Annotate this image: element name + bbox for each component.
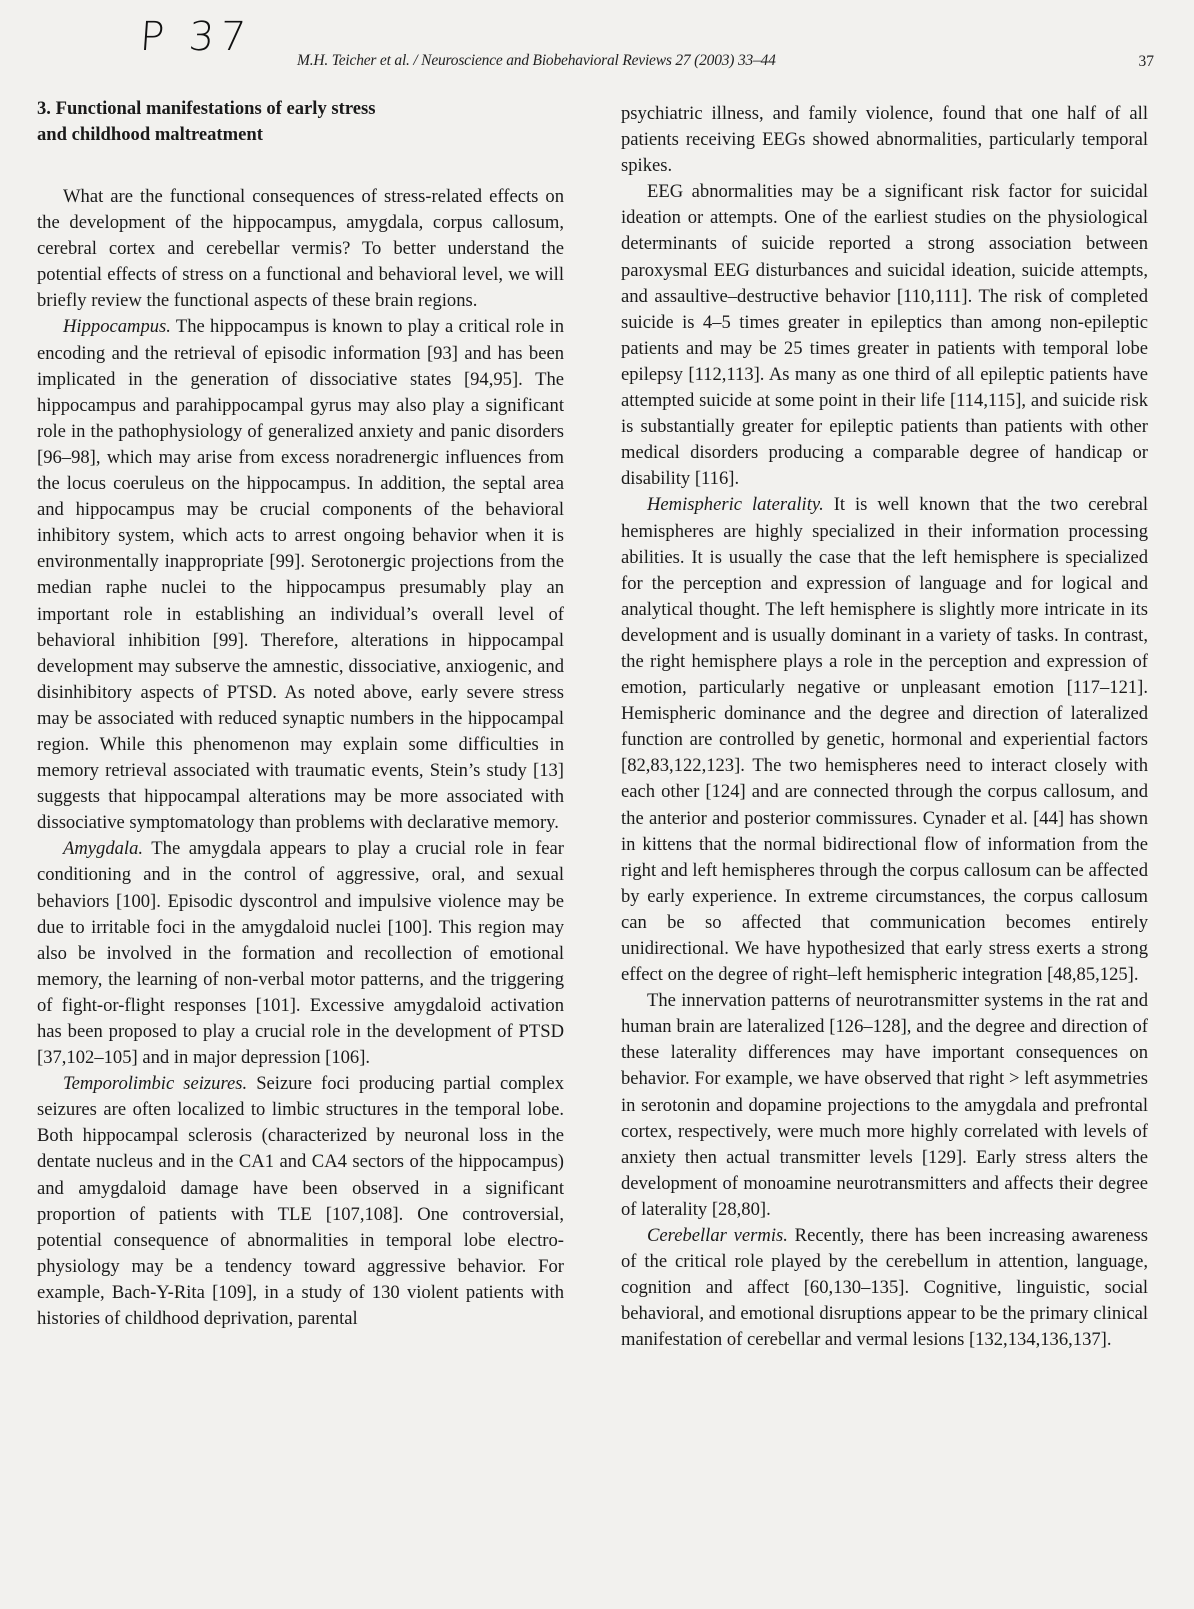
page-number: 37: [1138, 53, 1154, 70]
paragraph-text: It is well known that the two cerebral hemispheres are highly specialized in their information processing abilities. It is usually the case that the left hemisphere is specialized for the perception and expression of language and for logical and analytical thought. The left hemisphere is slightly more intricate in its development and is usually dominant in a variety of tasks. In contrast, the right hemisphere plays a role in the perception and expression of emotion, particularly negative or unpleasant emotion [117–121]. Hemispheric dominance and the degree and direction of lateralized function are controlled by genetic, hormonal and experiential factors [82,83,122,123]. The two hemispheres need to interact closely with each other [124] and are connected through the corpus callosum, and the anterior and posterior commissures. Cynader et al. [44] has shown in kittens that the normal bidirectional flow of information from the right and left hemispheres through the corpus callosum can be affected by early experience. In extreme circumstances, the corpus callosum can be so affected that communication becomes entirely unidirectional. We have hypothesized that early stress exerts a strong effect on the degree of right–left hemispheric integration [48,85,125].: [621, 494, 1149, 986]
section-heading: [37, 96, 564, 148]
paragraph-text: The hippocampus is known to play a critical role in encoding and the retrieval of episodic information [93] and has been implicated in the generation of dissociative states [94,95]. The hippocampus and parahippocampal gyrus may also play a significant role in the pathophysiology of generalized anxiety and panic disorders [96–98], which may arise from excess noradrenergic influences from the locus coeruleus on the hippocampus. In addition, the septal area and hippocampus may be crucial components of the behavioral inhibitory system, which acts to arrest ongoing behavior when it is environmentally inappropriate [99]. Serotonergic projections from the median raphe nuclei to the hippocampus presumably play an important role in establishing an individual’s overall level of behavioral inhibition [99]. Therefore, alterations in hippocampal development may subserve the amnestic, dissociative, anxiogenic, and disinhibitory aspects of PTSD. As noted above, early severe stress may be associated with reduced synaptic numbers in the hippocampal region. While this phenomenon may explain some difficulties in memory retrieval associated with traumatic events, Stein’s study [13] suggests that hippocampal alterations may be more associated with dissociative symptomatology than problems with declarative memory.: [37, 316, 564, 834]
paragraph-amygdala: [37, 836, 564, 1071]
right-column: [621, 101, 1148, 1354]
paragraph-hippocampus: [37, 314, 564, 836]
running-head: M.H. Teicher et al. / Neuroscience and Biobehavioral Reviews 27 (2003) 33–44: [297, 52, 776, 69]
paragraph-text: The amygdala appears to play a crucial role in fear conditioning and in the control of aggressive, oral, and sexual behaviors [100]. Episodic dyscontrol and impulsive violence may be due to irritable foci in the amygdaloid nuclei [100]. This region may also be involved in the formation and recollection of emotional memory, the learning of non-verbal motor patterns, and the triggering of fight-or-flight responses [101]. Excessive amygdaloid activation has been proposed to play a crucial role in the development of PTSD [37,102–105] and in major depression [106].: [37, 838, 564, 1069]
paragraph-eeg-abnormalities: [621, 179, 1148, 492]
handwritten-page-note: P 37: [138, 14, 254, 60]
paragraph-hemispheric-laterality: [621, 492, 1148, 988]
paragraph-innervation-patterns: [621, 988, 1148, 1223]
section-heading-line2: and childhood maltreatment: [37, 124, 263, 145]
run-in-heading: Hemispheric laterality.: [647, 494, 824, 516]
paragraph-text: What are the functional consequences of stress-related effects on the development of the hippocampus, amygdala, corpus callosum, cerebral cortex and cerebellar vermis? To better understand the potential effects of stress on a functional and behavioral level, we will briefly review the functional aspects of these brain regions.: [37, 186, 564, 312]
paragraph-continued: [621, 101, 1148, 179]
paragraph-text: Seizure foci producing partial complex seizures are often localized to limbic structures in the temporal lobe. Both hippocampal sclerosis (characterized by neuronal loss in the dentate nucleus and in the CA1 and CA4 sectors of the hippocampus) and amygdaloid damage have been observed in a significant proportion of patients with TLE [107,108]. One controversial, potential consequence of abnormalities in temporal lobe electrophysiology may be a tendency toward aggressive behavior. For example, Bach-Y-Rita [109], in a study of 130 violent patients with histories of childhood deprivation, parental: [37, 1073, 564, 1330]
paragraph-text: psychiatric illness, and family violence, found that one half of all patients receiving EEGs showed abnormalities, particularly temporal spikes.: [621, 103, 1148, 177]
run-in-heading: Hippocampus.: [63, 316, 171, 338]
paragraph-temporolimbic-seizures: [37, 1071, 564, 1332]
run-in-heading: Amygdala.: [63, 838, 144, 860]
paragraph-cerebellar-vermis: [621, 1223, 1148, 1353]
section-heading-line1: 3. Functional manifestations of early stress: [37, 98, 376, 119]
paragraph-text: The innervation patterns of neurotransmitter systems in the rat and human brain are lateralized [126–128], and the degree and direction of these laterality differences may have important consequences on behavior. For example, we have observed that right > left asymmetries in serotonin and dopamine projections to the amygdala and prefrontal cortex, respectively, were much more highly correlated with levels of anxiety then actual transmitter levels [129]. Early stress alters the development of monoamine neurotransmitters and affects their degree of laterality [28,80].: [621, 990, 1148, 1220]
paragraph-intro: [37, 184, 564, 314]
left-column: [37, 96, 564, 1332]
run-in-heading: Cerebellar vermis.: [647, 1225, 788, 1247]
paragraph-text: Recently, there has been increasing awareness of the critical role played by the cerebellum in attention, language, cognition and affect [60,130–135]. Cognitive, linguistic, social behavioral, and emotional disruptions appear to be the primary clinical manifestation of cerebellar and vermal lesions [132,134,136,137].: [621, 1225, 1148, 1351]
run-in-heading: Temporolimbic seizures.: [63, 1073, 248, 1095]
paragraph-text: EEG abnormalities may be a significant risk factor for suicidal ideation or attempts. One of the earliest studies on the physiological determinants of suicide reported a strong association between paroxysmal EEG disturbances and suicidal ideation, suicide attempts, and assaultive–destructive behavior [110,111]. The risk of completed suicide is 4–5 times greater in epileptics than among non-epileptic patients and may be 25 times greater in patients with temporal lobe epilepsy [112,113]. As many as one third of all epileptic patients have attempted suicide at some point in their life [114,115], and suicide risk is substantially greater for epileptic patients than patients with other medical disorders producing a comparable degree of handicap or disability [116].: [621, 181, 1148, 490]
